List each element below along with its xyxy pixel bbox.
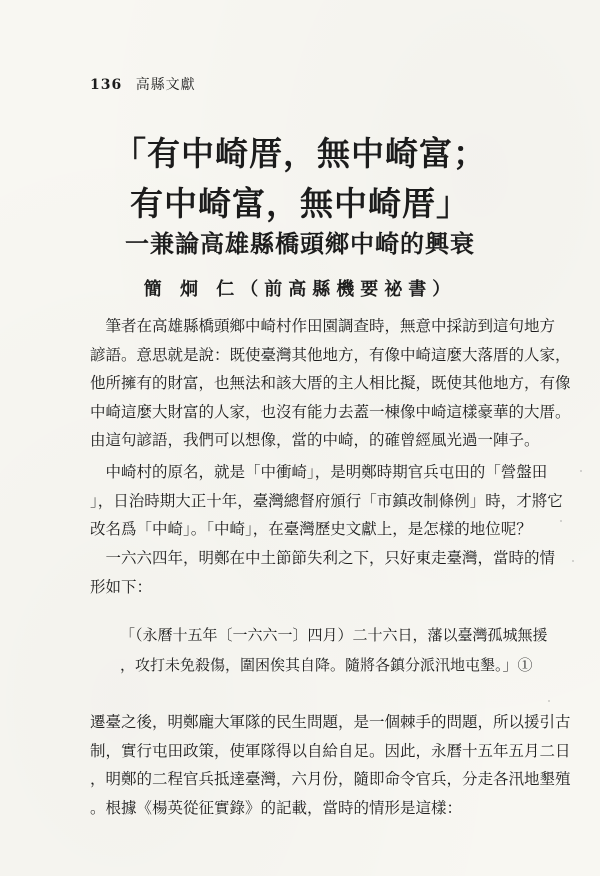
text-line: 他所擁有的財富，也無法和該大厝的主人相比擬，既使其他地方，有像 xyxy=(90,374,571,393)
paragraph-1 xyxy=(90,312,585,455)
block-quote xyxy=(120,620,590,680)
paper-speck xyxy=(580,470,582,472)
quote-line: 「（永曆十五年〔一六六一〕四月）二十六日，藩以臺灣孤城無援 xyxy=(120,626,548,644)
paper-speck xyxy=(560,520,562,522)
text-line: 中崎村的原名，就是「中衝崎」，是明鄭時期官兵屯田的「營盤田 xyxy=(90,463,548,481)
paper-speck xyxy=(548,700,550,702)
article-subtitle: 一兼論高雄縣橋頭鄉中崎的興衰 xyxy=(125,229,475,258)
article-title-line-2: 有中崎富，無中崎厝」 xyxy=(130,184,470,223)
paragraph-3 xyxy=(90,544,585,601)
text-line: 改名爲「中崎」。「中崎」，在臺灣歷史文獻上，是怎樣的地位呢？ xyxy=(90,520,532,539)
author-byline: 簡 炯 仁（前高縣機要祕書） xyxy=(143,279,457,300)
paper-speck xyxy=(572,560,574,562)
text-line: ，明鄭的二程官兵抵達臺灣，六月份，隨即命令官兵，分走各汛地墾殖 xyxy=(90,770,571,789)
text-line: 」，日治時期大正十年，臺灣總督府頒行「市鎮改制條例」時，才將它 xyxy=(90,491,563,510)
text-line: 一六六四年，明鄭在中土節節失利之下，只好東走臺灣，當時的情 xyxy=(90,549,556,567)
text-line: 中崎這麼大財富的人家，也沒有能力去蓋一棟像中崎這樣豪華的大厝。 xyxy=(90,402,571,421)
text-line: 諺語。意思就是說：既使臺灣其他地方，有像中崎這麼大落厝的人家， xyxy=(90,345,571,364)
quote-line: ，攻打未免殺傷，圍困俟其自降。隨將各鎮分派汛地屯墾。」① xyxy=(120,656,533,674)
page-number: 136 xyxy=(90,77,123,93)
book-title: 高縣文獻 xyxy=(135,77,196,93)
paragraph-4 xyxy=(90,708,585,822)
article-title-line-1: 「有中崎厝，無中崎富； xyxy=(113,134,487,173)
text-line: 筆者在高雄縣橋頭鄉中崎村作田園調查時，無意中採訪到這句地方 xyxy=(90,317,556,335)
running-header xyxy=(90,74,196,94)
text-line: 由這句諺語，我們可以想像，當的中崎，的確曾經風光過一陣子。 xyxy=(90,431,540,450)
text-line: 形如下： xyxy=(90,577,153,596)
paragraph-2 xyxy=(90,458,585,544)
text-line: 遷臺之後，明鄭龐大軍隊的民生問題，是一個棘手的問題，所以援引古 xyxy=(90,713,571,731)
text-line: 制，實行屯田政策，使軍隊得以自給自足。因此，永曆十五年五月二日 xyxy=(90,741,571,760)
text-line: 。根據《楊英從征實錄》的記載，當時的情形是這樣： xyxy=(90,798,463,817)
